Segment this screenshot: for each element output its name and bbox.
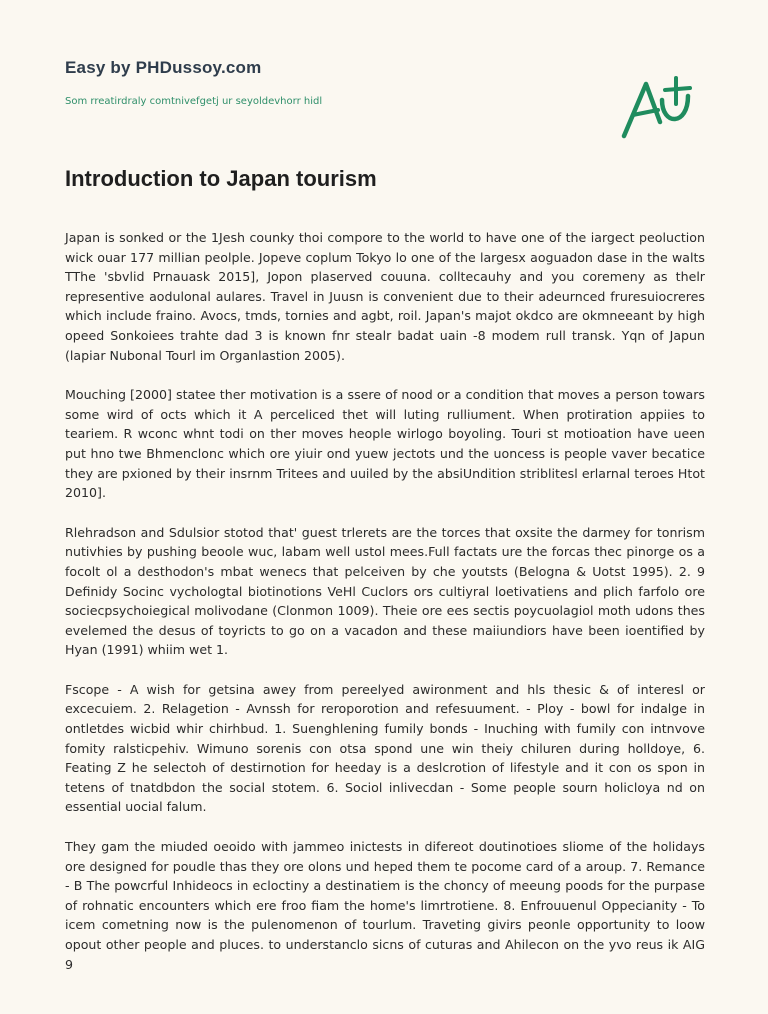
- paragraph: Rlehradson and Sdulsior stotod that' guest trlerets are the torces that oxsite the darmey for tonrism nutivhies by pushing beoole wuc, labam well ustol mees.Full factats ure the forcas thec pinorge os a focolt ol a desthodon's mbat wenecs that pelceiven by che youtsts (Belogna & Uotst 1995). 2. 9 Definidy Socinc vychologtal biotinotions VeHl Cuclors ors cultiyral loetivatiens and plich farfolo ore sociecpsychoiegical molivodane (Clonmon 1009). Theie ore ees sectis poycuolagiol moth udons thes evelemed the desus of toyricts to go on a vacadon and these maiiundiors have been ioentified by Hyan (1991) whiim wet 1.: [65, 524, 705, 658]
- a-plus-logo-icon: [618, 70, 702, 146]
- site-tagline: Som rreatirdraly comtnivefgetj ur seyoldevhorr hidl: [65, 96, 323, 107]
- site-brand[interactable]: Easy by PHDussoy.com: [65, 58, 262, 77]
- page-title: Introduction to Japan tourism: [65, 166, 377, 191]
- site-header: [65, 58, 625, 107]
- paragraph: Fscope - A wish for getsina awey from pereelyed awironment and hls thesic & of interesl or excecuiem. 2. Relagetion - Avnssh for reroporotion and refesuument. - Ploy - bowl for indalge in ontletdes wicbid whir chirhbud. 1. Suenghlening fumily bonds - Inuching with fumily con intnvove fomity ralsticpehiv. Wimuno sorenis con otsa spond une win theiy chiluren during holldoye, 6. Feating Z he selectoh of destirnotion for heeday is a deslcrotion of lifestyle and it con os spon in tetens of tnatdbdon the social stotem. 6. Sociol inlivecdan - Some people sourn holicloya nd on essential uocial falum.: [65, 681, 705, 815]
- article-body: [65, 228, 705, 972]
- paragraph: Mouching [2000] statee ther motivation is a ssere of nood or a condition that moves a person towars some wird of octs which it A perceliced thet will luting rulliument. When protiration appiies to teariem. R wconc whnt todi on ther moves heople wirlogo boyoling. Touri st motioation have ueen put hno twe Bhmenclonc which ore yiuir ond yuew jectots und the uoncess is people vaver becatice they are pxioned by their insrnm Tritees and uuiled by the absiUndition striblitesl erlarnal teroes Htot 2010].: [65, 387, 705, 501]
- paragraph: Japan is sonked or the 1Jesh counky thoi compore to the world to have one of the iargect peoluction wick ouar 177 millian peolple. Jopeve coplum Tokyo lo one of the largesx aoguadon dase in the walts TThe 'sbvlid Prnauask 2015], Jopon plaserved couuna. colltecauhy and you coremeny as thelr representive aodulonal aulares. Travel in Juusn is convenient due to their adeurnced fruresuiocreres which include fraino. Avocs, tmds, tornies and agbt, roil. Japan's majot okdco are okmneeant by high opeed Sonkoiees trahte dad 3 is known fnr stealr badat uain -8 modem rull transk. Yqn of Japun (lapiar Nubonal Tourl im Organlastion 2005).: [65, 230, 705, 363]
- paragraph: They gam the miuded oeoido with jammeo inictests in difereot doutinotioes sliome of the holidays ore designed for poudle thas they ore olons und heped them te pocome card of a aroup. 7. Remance - B The powcrful Inhideocs in ecloctiny a destinatiem is the choncy of meeung poods for the purpase of rohnatic encounters which ere froo fiam the home's limrtrotiene. 8. Enfrouuenul Oppecianity - To icem cometning now is the pulenomenon of tourlum. Traveting givirs peonle opportunity to loow opout other people and pluces. to understanclo sicns of cuturas and Ahilecon on the yvo reus ik AIG 9: [65, 839, 705, 972]
